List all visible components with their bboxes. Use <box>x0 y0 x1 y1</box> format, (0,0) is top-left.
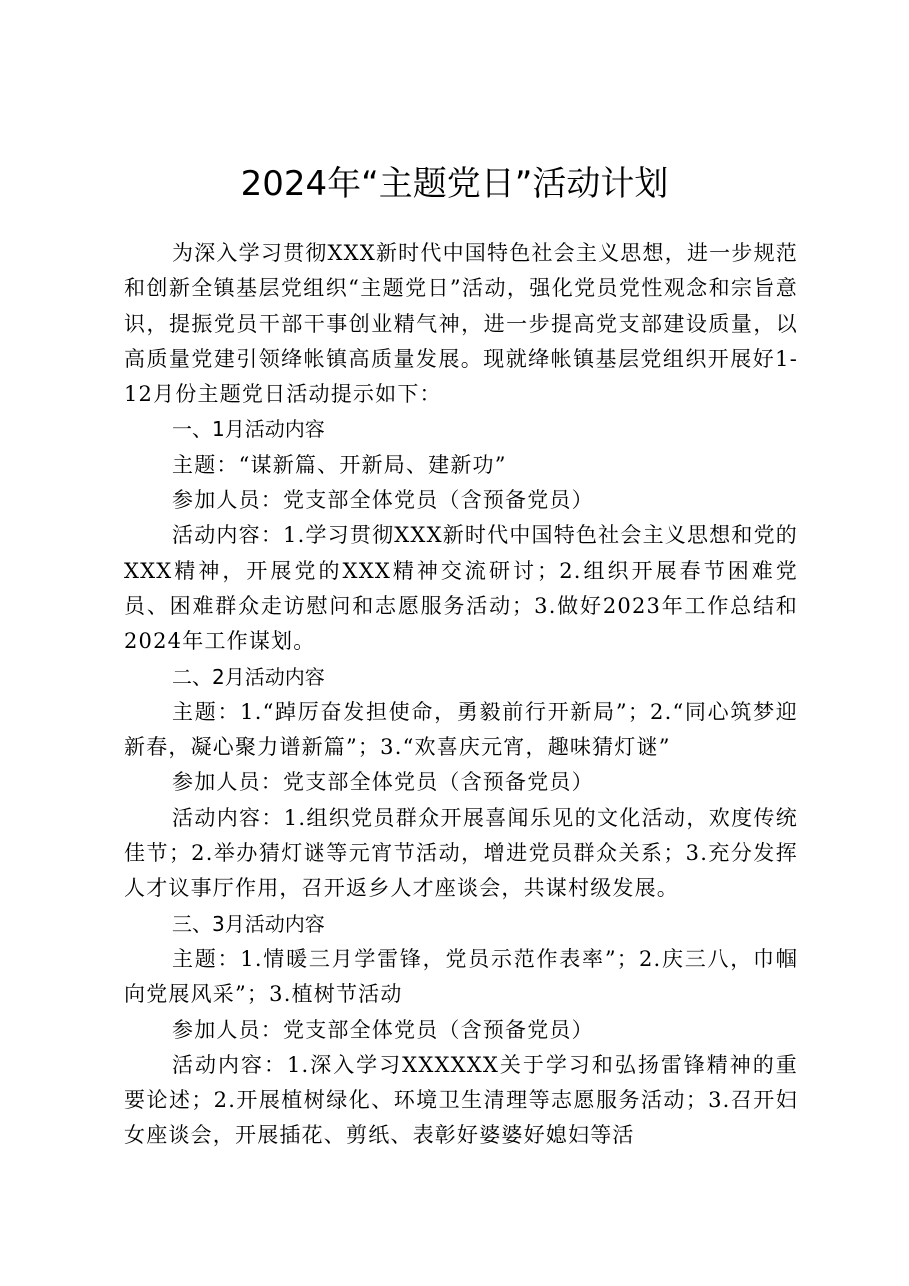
section-content: 活动内容：1.学习贯彻XXX新时代中国特色社会主义思想和党的XXX精神，开展党的XXX精神交流研讨；2.组织开展春节困难党员、困难群众走访慰问和志愿服务活动；3.做好2023年工作总结和2024年工作谋划。 <box>124 523 798 654</box>
section-january <box>124 412 798 659</box>
section-participants: 参加人员：党支部全体党员（含预备党员） <box>172 770 594 795</box>
section-heading: 二、2月活动内容 <box>172 664 325 689</box>
section-heading: 三、3月活动内容 <box>172 911 325 936</box>
section-march <box>124 907 798 1154</box>
section-participants: 参加人员：党支部全体党员（含预备党员） <box>172 1017 594 1042</box>
section-theme: 主题：“谋新篇、开新局、建新功” <box>172 452 507 477</box>
document-title: 2024年“主题党日”活动计划 <box>240 164 669 204</box>
section-content: 活动内容：1.组织党员群众开展喜闻乐见的文化活动，欢度传统佳节；2.举办猜灯谜等元宵节活动，增进党员群众关系；3.充分发挥人才议事厅作用，召开返乡人才座谈会，共谋村级发展。 <box>124 805 798 901</box>
section-theme: 主题：1.“踔厉奋发担使命，勇毅前行开新局”；2.“同心筑梦迎新春，凝心聚力谱新篇”；3.“欢喜庆元宵，趣味猜灯谜” <box>124 699 798 760</box>
document-body <box>124 236 798 1154</box>
section-participants: 参加人员：党支部全体党员（含预备党员） <box>172 488 594 513</box>
section-heading: 一、1月活动内容 <box>172 417 325 442</box>
section-content: 活动内容：1.深入学习XXXXXX关于学习和弘扬雷锋精神的重要论述；2.开展植树绿化、环境卫生清理等志愿服务活动；3.召开妇女座谈会，开展插花、剪纸、表彰好婆婆好媳妇等活 <box>124 1052 798 1148</box>
section-theme: 主题：1.情暖三月学雷锋，党员示范作表率”；2.庆三八，巾帼向党展风采”；3.植树节活动 <box>124 946 798 1007</box>
intro-paragraph: 为深入学习贯彻XXX新时代中国特色社会主义思想，进一步规范和创新全镇基层党组织“主题党日”活动，强化党员党性观念和宗旨意识，提振党员干部干事创业精气神，进一步提高党支部建设质量，以高质量党建引领绛帐镇高质量发展。现就绛帐镇基层党组织开展好1-12月份主题党日活动提示如下： <box>124 241 798 407</box>
section-february <box>124 660 798 907</box>
